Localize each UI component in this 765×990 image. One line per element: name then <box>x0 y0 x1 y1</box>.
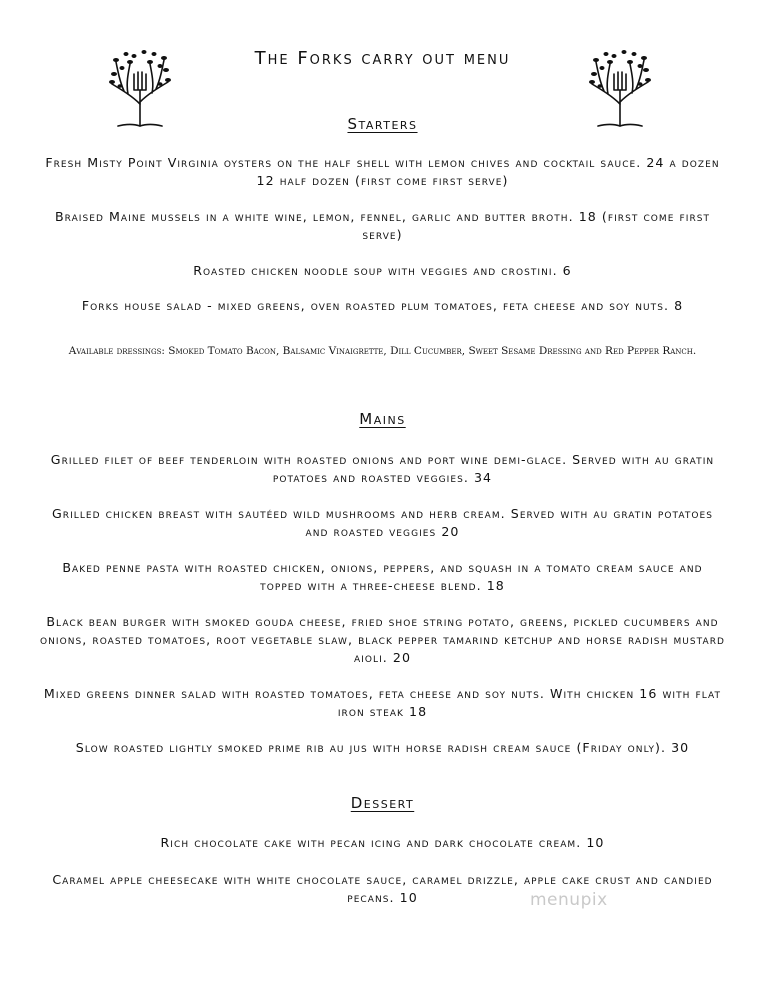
page-title: The Forks carry out menu <box>254 48 511 69</box>
watermark-text: menupix <box>530 890 608 910</box>
menu-item: Fresh Misty Point Virginia oysters on the half shell with lemon chives and cocktail sauce. 24 a dozen 12 half dozen (first come first serve) <box>45 155 720 188</box>
starters-heading: Starters <box>347 115 418 133</box>
menu-item: Baked penne pasta with roasted chicken, onions, peppers, and squash in a tomato cream sauce and topped with a three-cheese blend. 18 <box>62 560 703 593</box>
menu-item: Grilled filet of beef tenderloin with roasted onions and port wine demi-glace. Served with au gratin potatoes and roasted veggies. 34 <box>50 452 715 485</box>
menu-item: Forks house salad - mixed greens, oven roasted plum tomatoes, feta cheese and soy nuts. 8 <box>81 298 684 313</box>
menu-item: Mixed greens dinner salad with roasted tomatoes, feta cheese and soy nuts. With chicken 16 with flat iron steak 18 <box>43 686 722 719</box>
menu-item: Braised Maine mussels in a white wine, lemon, fennel, garlic and butter broth. 18 (first come first serve) <box>54 209 711 242</box>
menu-item: Slow roasted lightly smoked prime rib au jus with horse radish cream sauce (Friday only). 30 <box>75 740 690 755</box>
menu-item: Rich chocolate cake with pecan icing and dark chocolate cream. 10 <box>160 835 605 850</box>
menu-item: Grilled chicken breast with sautéed wild mushrooms and herb cream. Served with au gratin potatoes and roasted veggies 20 <box>51 506 714 539</box>
menu-item: Caramel apple cheesecake with white chocolate sauce, caramel drizzle, apple cake crust and candied pecans. 10 <box>52 872 713 905</box>
menu-item: Roasted chicken noodle soup with veggies and crostini. 6 <box>193 263 572 278</box>
mains-heading: Mains <box>359 410 406 428</box>
dressings-note: Available dressings: Smoked Tomato Bacon, Balsamic Vinaigrette, Dill Cucumber, Sweet Sesame Dressing and Red Pepper Ranch. <box>68 345 697 357</box>
dessert-heading: Dessert <box>350 794 415 812</box>
menu-item: Black bean burger with smoked gouda cheese, fried shoe string potato, greens, pickled cucumbers and onions, roasted tomatoes, root vegetable slaw, black pepper tamarind ketchup and horse radish mustard aioli. 20 <box>40 614 725 665</box>
